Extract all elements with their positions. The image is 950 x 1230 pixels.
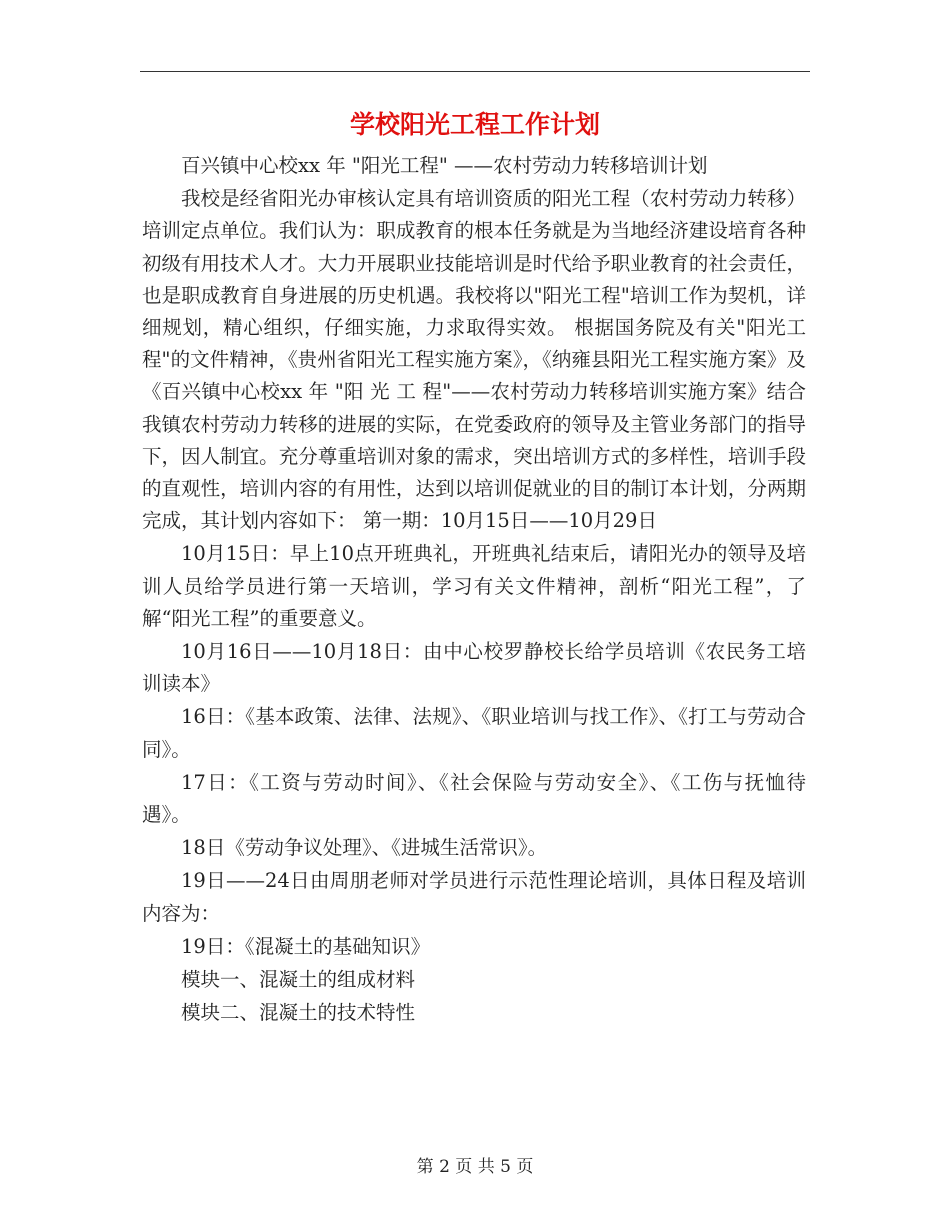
paragraph-day-17: 17日：《工资与劳动时间》、《社会保险与劳动安全》、《工伤与抚恤待遇》。 <box>142 770 806 827</box>
document-body <box>142 150 806 1030</box>
paragraph-day-15: 10月15日：早上10点开班典礼，开班典礼结束后，请阳光办的领导及培训人员给学员进行第一天培训，学习有关文件精神，剖析“阳光工程”，了解“阳光工程”的重要意义。 <box>142 542 806 630</box>
paragraph-day-16: 16日：《基本政策、法律、法规》、《职业培训与找工作》、《打工与劳动合同》。 <box>142 705 806 761</box>
header-rule <box>140 71 810 72</box>
page-number: 第 2 页 共 5 页 <box>416 1157 534 1177</box>
page-title: 学校阳光工程工作计划 <box>349 110 600 139</box>
paragraph-day-18: 18日《劳动争议处理》、《进城生活常识》。 <box>181 836 548 860</box>
paragraph-day-16-18: 10月16日——10月18日：由中心校罗静校长给学员培训《农民务工培训读本》 <box>142 640 806 696</box>
paragraph-day-19: 19日：《混凝土的基础知识》 <box>181 934 431 958</box>
paragraph-module-1: 模块一、混凝土的组成材料 <box>181 968 416 992</box>
paragraph-day-19-24: 19日——24日由周朋老师对学员进行示范性理论培训，具体日程及培训内容为： <box>142 869 806 925</box>
paragraph-intro: 我校是经省阳光办审核认定具有培训资质的阳光工程（农村劳动力转移）培训定点单位。我们认为：职成教育的根本任务就是为当地经济建设培育各种初级有用技术人才。大力开展职业技能培训是时代给予职业教育的社会责任，也是职成教育自身进展的历史机遇。我校将以"阳光工程"培训工作为契机，详细规划，精心组织，仔细实施，力求取得实效。 根据国务院及有关"阳光工程"的文件精神，《贵州省阳光工程实施方案》，《纳雍县阳光工程实施方案》及《百兴镇中心校xx 年 "阳 光 工 程"——农村劳动力转移培训实施方案》结合我镇农村劳动力转移的进展的实际，在党委政府的领导及主管业务部门的指导下，因人制宜。充分尊重培训对象的需求，突出培训方式的多样性，培训手段的直观性，培训内容的有用性，达到以培训促就业的目的制订本计划，分两期完成，其计划内容如下： 第一期：10月15日——10月29日 <box>142 187 806 533</box>
paragraph-subtitle: 百兴镇中心校xx 年 "阳光工程" ——农村劳动力转移培训计划 <box>181 154 708 177</box>
paragraph-module-2: 模块二、混凝土的技术特性 <box>181 1001 416 1025</box>
